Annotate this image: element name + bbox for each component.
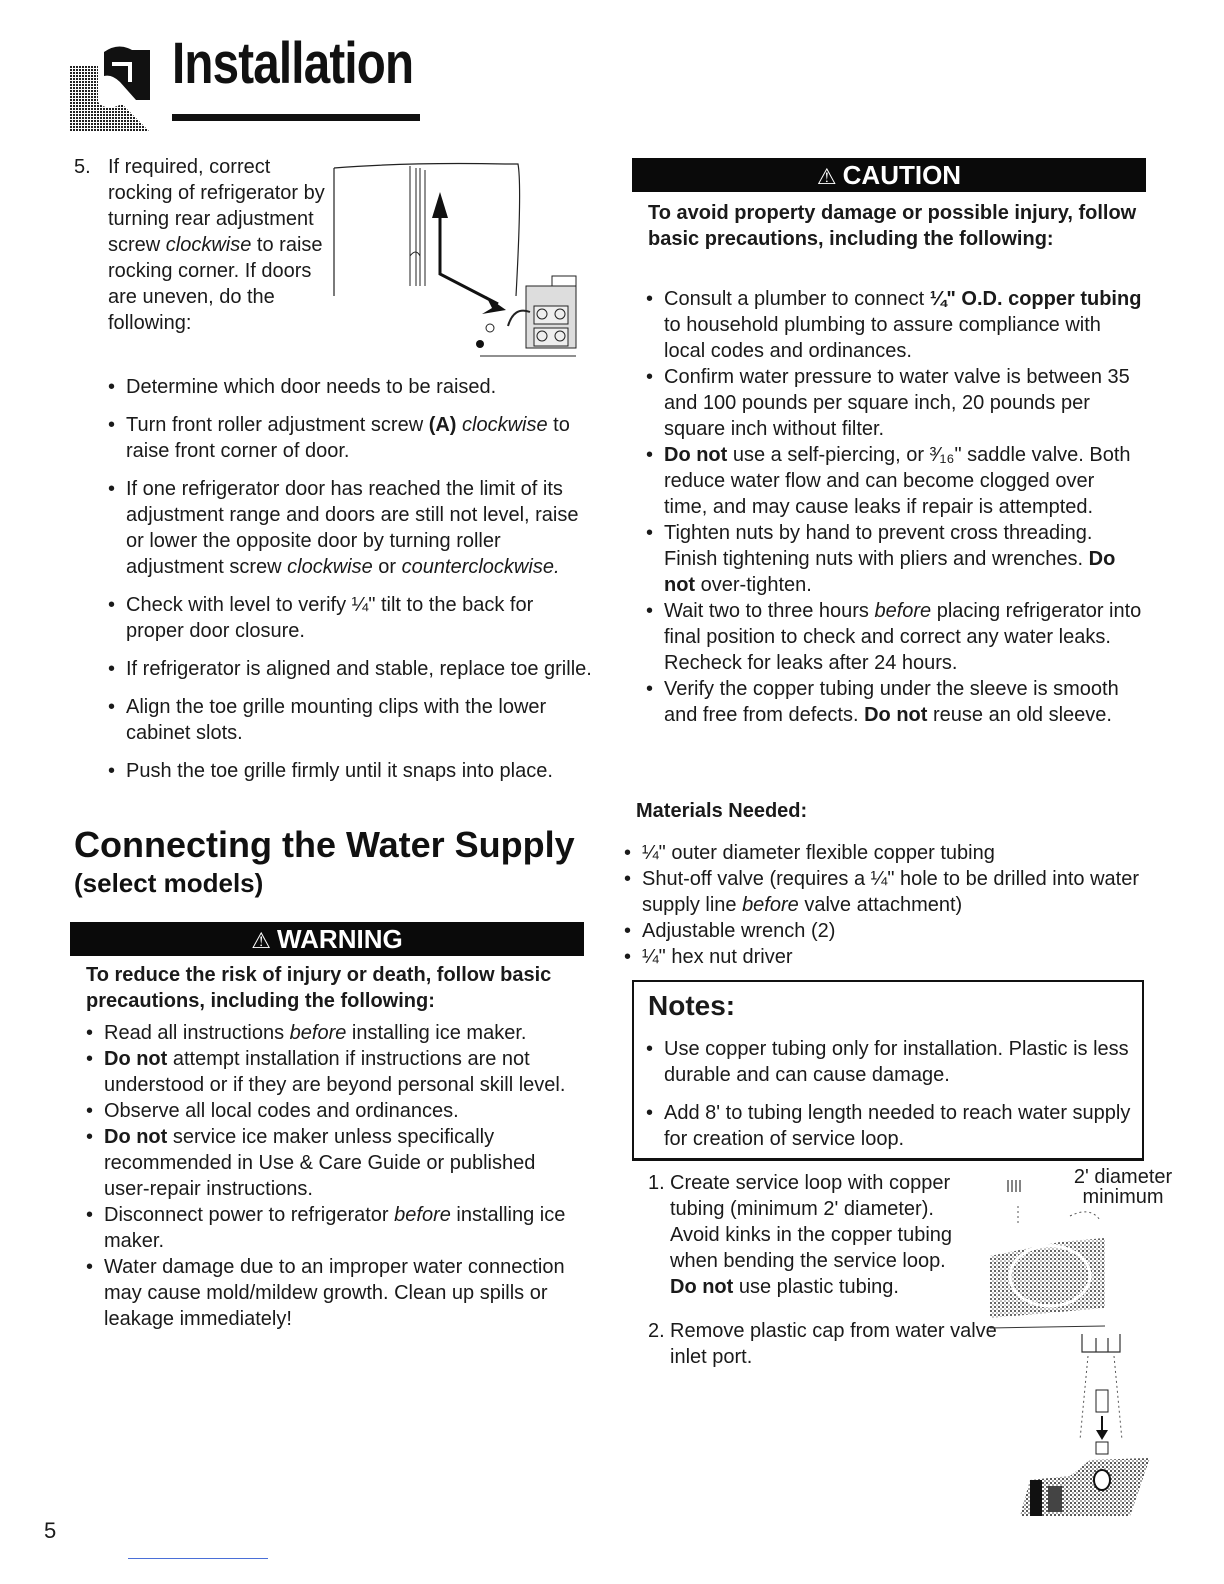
notes-title: Notes: [648,990,736,1021]
section-subtitle: (select models) [74,868,264,898]
page-number: 5 [44,1518,57,1543]
header-logo-icon [70,42,150,132]
step-5-text: If required, correct rocking of refrigerator by turning rear adjustment screw clockwise to raise rocking corner. If doors are uneven, do the following: [108,156,325,334]
caution-banner: ⚠ CAUTION [632,158,1146,192]
caution-triangle-icon: ⚠ [816,164,837,189]
section-title: Connecting the Water Supply [74,824,575,865]
list-item: • Read all instructions before installing ice maker. [82,1020,582,1046]
warning-banner: ⚠ WARNING [70,922,584,956]
list-item: • Do not use a self-piercing, or ³⁄₁₆" saddle valve. Both reduce water flow and can become clogged over time, and may cause leaks if repair is attempted. [642,442,1142,520]
title-rule [172,114,420,121]
list-item: • Water damage due to an improper water connection may cause mold/mildew growth. Clean up spills or leakage immediately! [82,1254,582,1332]
figure-label: 2' diameter minimum [1073,1166,1173,1208]
notes-box [632,980,1144,1161]
warning-lead: To reduce the risk of injury or death, follow basic precautions, including the following: [86,964,552,1012]
list-item: • Check with level to verify ¼" tilt to the back for proper door closure. [104,592,594,644]
list-item: • Confirm water pressure to water valve is between 35 and 100 pounds per square inch, 20 pounds per square inch without filter. [642,364,1142,442]
caution-lead: To avoid property damage or possible injury, follow basic precautions, including the following: [648,202,1137,250]
caution-list [642,286,1142,728]
list-item: • Adjustable wrench (2) [620,918,1140,944]
list-item: • If refrigerator is aligned and stable, replace toe grille. [104,656,594,682]
list-item: • ¼" hex nut driver [620,944,1140,970]
step-5-number: 5. [74,156,91,178]
list-item: • If one refrigerator door has reached the limit of its adjustment range and doors are still not level, raise or lower the opposite door by turning roller adjustment screw clockwise or counterclockwise. [104,476,594,580]
valve-inlet-figure [1010,1330,1160,1520]
list-item: • Add 8' to tubing length needed to reach water supply for creation of service loop. [642,1100,1132,1152]
step-1-number: 1. [648,1172,665,1194]
materials-heading: Materials Needed: [636,800,808,822]
warning-triangle-icon: ⚠ [251,928,272,953]
list-item: • Determine which door needs to be raised. [104,374,594,400]
step-5 [74,154,334,336]
list-item: • Wait two to three hours before placing refrigerator into final position to check and correct any water leaks. Recheck for leaks after 24 hours. [642,598,1142,676]
step-2-number: 2. [648,1320,665,1342]
door-hinge-figure [330,156,592,366]
step-5-bullets [104,374,594,796]
list-item: • Disconnect power to refrigerator before installing ice maker. [82,1202,582,1254]
list-item: • Shut-off valve (requires a ¼" hole to be drilled into water supply line before valve attachment) [620,866,1140,918]
list-item: • Align the toe grille mounting clips with the lower cabinet slots. [104,694,594,746]
list-item: • Verify the copper tubing under the sleeve is smooth and free from defects. Do not reuse an old sleeve. [642,676,1142,728]
list-item: • Do not attempt installation if instructions are not understood or if they are beyond personal skill level. [82,1046,582,1098]
warning-list [82,1020,582,1332]
list-item: • Use copper tubing only for installation. Plastic is less durable and can cause damage. [642,1036,1132,1088]
step-2: 2. Remove plastic cap from water valve inlet port. [648,1320,997,1368]
numbered-steps [648,1170,1008,1370]
list-item: • Do not service ice maker unless specifically recommended in Use & Care Guide or published user-repair instructions. [82,1124,582,1202]
list-item: • Consult a plumber to connect ¼" O.D. copper tubing to household plumbing to assure compliance with local codes and ordinances. [642,286,1142,364]
list-item: • Observe all local codes and ordinances. [82,1098,582,1124]
notes-list [642,1036,1132,1164]
step-1: 1. Create service loop with copper tubing (minimum 2' diameter). Avoid kinks in the copper tubing when bending the service loop. Do not use plastic tubing. [648,1172,953,1298]
list-item: • Tighten nuts by hand to prevent cross threading. Finish tightening nuts with pliers and wrenches. Do not over-tighten. [642,520,1142,598]
footer-rule [128,1558,268,1559]
list-item: • Push the toe grille firmly until it snaps into place. [104,758,594,784]
list-item: • Turn front roller adjustment screw (A) clockwise to raise front corner of door. [104,412,594,464]
page-title: Installation [172,31,414,96]
materials-list [620,840,1140,970]
list-item: • ¼" outer diameter flexible copper tubing [620,840,1140,866]
